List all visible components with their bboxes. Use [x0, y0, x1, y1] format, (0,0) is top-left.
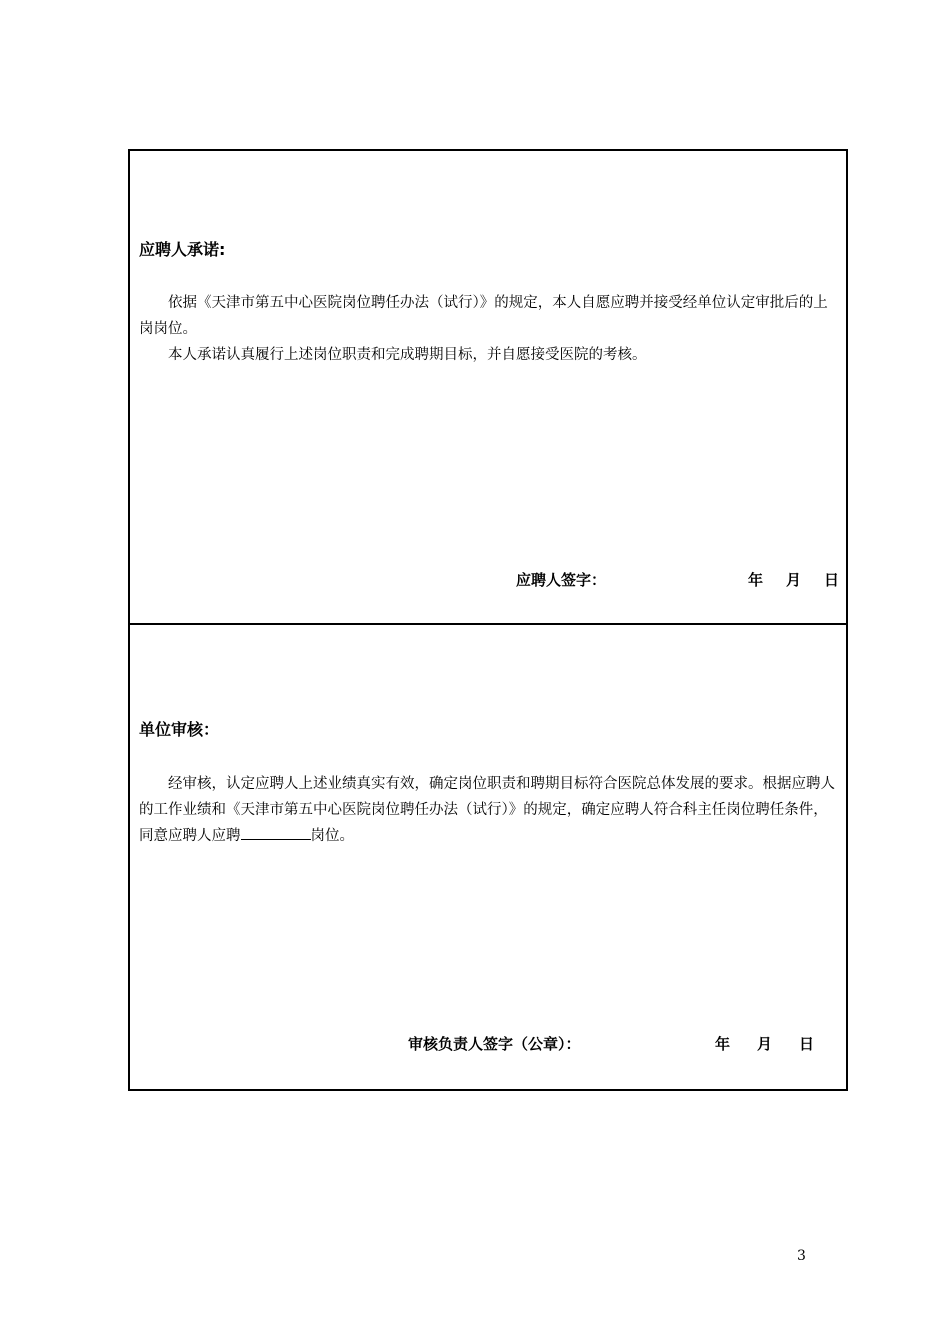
- form-table: [128, 149, 848, 1091]
- applicant-pledge-heading: 应聘人承诺:: [139, 240, 226, 259]
- applicant-pledge-paragraph-1: 依据《天津市第五中心医院岗位聘任办法（试行）》的规定，本人自愿应聘并接受经单位认定审批后的上岗岗位。: [139, 295, 828, 337]
- reviewer-day-label: 日: [799, 1035, 815, 1053]
- page-number: 3: [797, 1248, 806, 1264]
- reviewer-month-label: 月: [757, 1035, 773, 1053]
- applicant-pledge-paragraph-2: 本人承诺认真履行上述岗位职责和完成聘期目标，并自愿接受医院的考核。: [168, 347, 647, 363]
- applicant-day-label: 日: [824, 571, 840, 589]
- applicant-pledge-section: [130, 151, 846, 625]
- unit-review-heading: 单位审核：: [139, 720, 220, 739]
- applicant-signature-label: 应聘人签字：: [516, 571, 607, 589]
- unit-review-text-end: 岗位。: [310, 828, 354, 844]
- reviewer-year-label: 年: [715, 1035, 731, 1053]
- unit-review-section: [130, 625, 846, 1089]
- reviewer-signature-label: 审核负责人签字（公章）：: [408, 1035, 581, 1053]
- applicant-pledge-body: [139, 290, 839, 368]
- unit-review-body: [139, 771, 839, 849]
- unit-review-text: 经审核，认定应聘人上述业绩真实有效，确定岗位职责和聘期目标符合医院总体发展的要求。根据应聘人的工作业绩和《天津市第五中心医院岗位聘任办法（试行）》的规定，确定应聘人符合科主任岗位聘任条件，同意应聘人应聘: [139, 776, 835, 844]
- unit-review-paragraph: [139, 771, 839, 849]
- applicant-month-label: 月: [786, 571, 802, 589]
- position-blank-field[interactable]: [241, 825, 311, 840]
- applicant-year-label: 年: [748, 571, 764, 589]
